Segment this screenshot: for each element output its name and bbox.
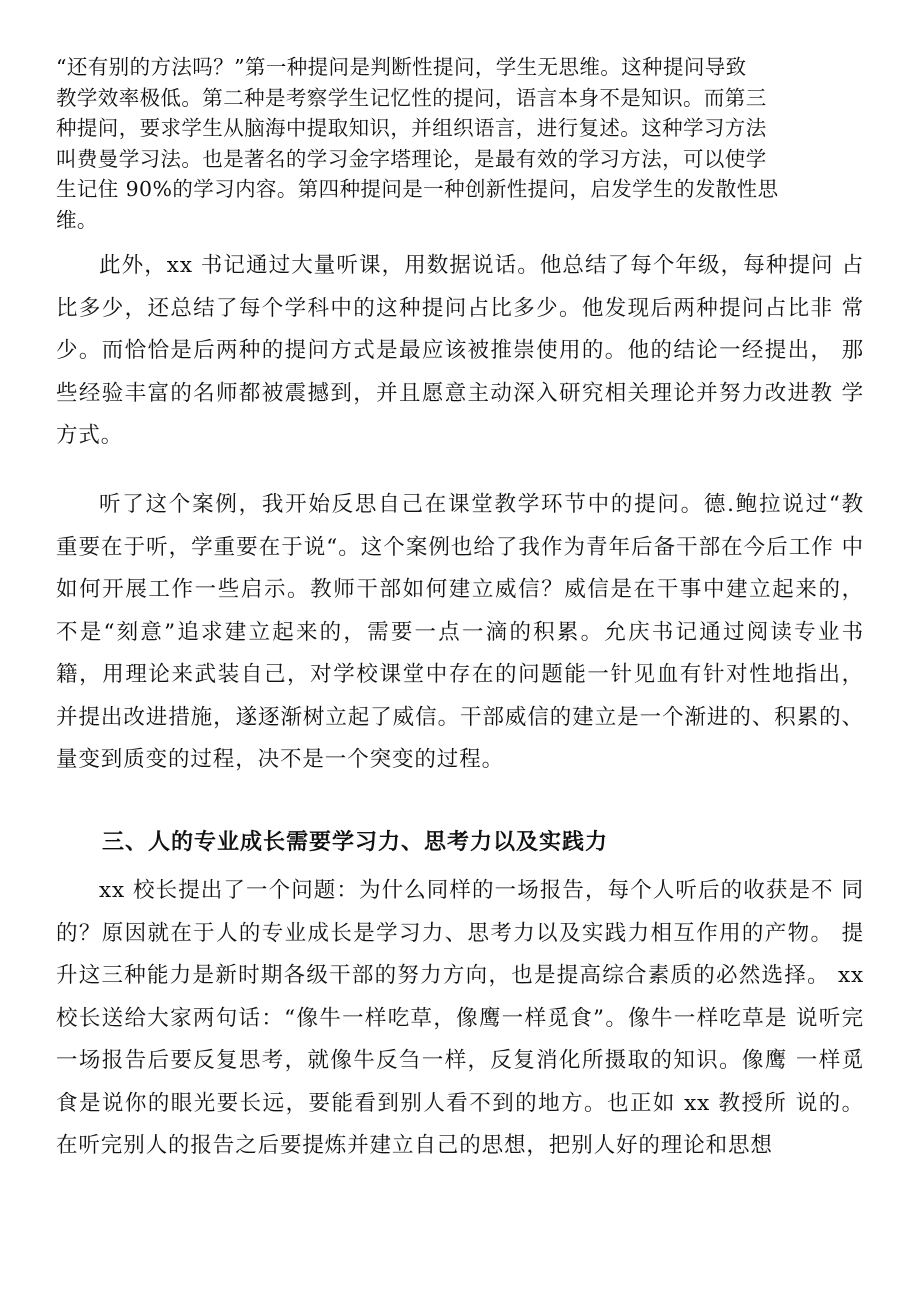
paragraph-line: 中如何开展工作一些启示。教师干部如何建立威信？威信是在干事中建立起来的， <box>56 534 864 602</box>
paragraph-line: 生记住 90%的学习内容。第四种提问是一种创新性提问，启发学生的发散性思 <box>56 177 779 201</box>
paragraph-line: xx 校长送给大家两句话：“像牛一样吃草，像鹰一样觅食”。像牛一样吃草是 <box>56 963 865 1031</box>
paragraph-data-analysis <box>56 245 864 458</box>
paragraph-question-types <box>56 52 864 235</box>
paragraph-line: 同的？原因就在于人的专业成长是学习力、思考力以及实践力相互作用的产物。 <box>56 878 864 946</box>
paragraph-line: 说听完一场报告后要反复思考，就像牛反刍一样，反复消化所摄取的知识。像鹰 <box>56 1005 865 1073</box>
section-heading: 三、人的专业成长需要学习力、思考力以及实践力 <box>102 830 609 855</box>
paragraph-line: 并提出改进措施，遂逐渐树立起了威信。干部威信的建立是一个渐进的、积累的、 <box>56 704 864 730</box>
paragraph-line: 不是“刻意”追求建立起来的，需要一点一滴的积累。允庆书记通过阅读专业书 <box>56 619 864 645</box>
paragraph-reflection <box>56 484 864 782</box>
paragraph-line: 说的。在听完别人的报告之后要提炼并建立自己的思想，把别人好的理论和思想 <box>56 1090 865 1158</box>
paragraph-line: 教学效率极低。第二种是考察学生记忆性的提问，语言本身不是知识。而第三 <box>56 85 767 110</box>
paragraph-line: 种提问，要求学生从脑海中提取知识，并组织语言，进行复述。这种学习方法 <box>56 116 767 140</box>
paragraph-line: 常少。而恰恰是后两种的提问方式是最应该被推崇使用的。他的结论一经提出， <box>56 295 864 363</box>
paragraph-line: 占比多少，还总结了每个学科中的这种提问占比多少。他发现后两种提问占比非 <box>56 253 864 321</box>
paragraph-line: 重要在于听，学重要在于说“。这个案例也给了我作为青年后备干部在今后工作 <box>56 534 834 560</box>
paragraph-line: 量变到质变的过程，决不是一个突变的过程。 <box>56 747 505 772</box>
paragraph-line: “还有别的方法吗？”第一种提问是判断性提问，学生无思维。这种提问导致 <box>56 55 747 79</box>
paragraph-professional-growth <box>56 870 864 1168</box>
paragraph-line: 籍，用理论来武装自己，对学校课堂中存在的问题能一针见血有针对性地指出， <box>56 662 864 687</box>
paragraph-line: 维。 <box>56 207 98 232</box>
paragraph-line: 学方式。 <box>56 380 864 448</box>
paragraph-line: 那些经验丰富的名师都被震撼到，并且愿意主动深入研究相关理论并努力改进教 <box>56 338 864 406</box>
paragraph-line: 提升这三种能力是新时期各级干部的努力方向，也是提高综合素质的必然选择。 <box>56 920 864 988</box>
paragraph-line: 此外，xx 书记通过大量听课，用数据说话。他总结了每个年级，每种提问 <box>99 253 834 278</box>
paragraph-line: 听了这个案例，我开始反思自己在课堂教学环节中的提问。德.鲍拉说过“教 <box>99 492 864 517</box>
paragraph-line: xx 校长提出了一个问题：为什么同样的一场报告，每个人听后的收获是不 <box>99 878 834 903</box>
paragraph-line: 一样觅食是说你的眼光要长远，要能看到别人看不到的地方。也正如 xx 教授所 <box>56 1048 865 1116</box>
paragraph-line: 叫费曼学习法。也是著名的学习金字塔理论，是最有效的学习方法，可以使学 <box>56 146 767 171</box>
